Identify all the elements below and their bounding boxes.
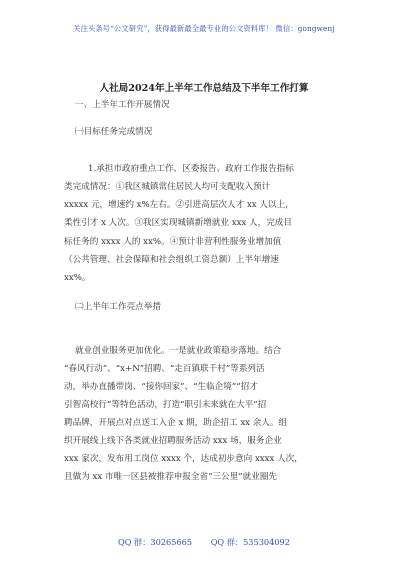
footer-qq-group-2: QQ 群：535304092 [210,537,290,547]
paragraph-line: 类完成情况：①我区城镇常住居民人均可支配收入预计 [64,182,271,192]
paragraph-line: xxxxx 元，增速约 x%左右。②引进高层次人才 xx 人以上， [64,200,294,210]
section-heading: 一、上半年工作开展情况 [75,100,170,110]
header-banner: 关注头条号“公文研究”，获得最新最全最专业的公文资料库！ 微信：gongwenj [73,24,335,33]
subsection-heading: ㈡上半年工作亮点举措 [75,302,161,312]
paragraph-line: xxx 家次，发布用工岗位 xxxx 个，达成初步意向 xxxx 人次， [64,454,303,464]
paragraph-line: 织开展线上线下各类就业招聘服务活动 xxx 场，服务企业 [64,436,282,446]
paragraph-line: 标任务的 xxxx 人的 xx%。④预计非营利性服务业增加值 [64,237,282,247]
footer [0,537,408,548]
paragraph-line: 就业创业服务更加优化。一是就业政策稳步落地。结合 [75,346,282,356]
document-title: 人社局2024年上半年工作总结及下半年工作打算 [99,83,309,94]
paragraph-line: 聘品牌，开展点对点送工入企 x 期，助企招工 xx 余人。组 [64,418,288,428]
paragraph-line: xx%。 [64,273,91,283]
paragraph-line: 柔性引才 x 人次。③我区实现城镇新增就业 xxx 人，完成目 [64,218,292,228]
paragraph-line: 且做为 xx 市唯一区县被推荐申报全省“三公里”就业圈先 [64,472,278,482]
paragraph-line: “春风行动”、“x+N”招聘、“走百镇联千村”等系列活 [64,364,265,374]
footer-qq-group-1: QQ 群：30265665 [118,537,193,547]
paragraph-line: 动，举办直播带岗、“接你回家”、“生临企境”“招才 [64,382,258,392]
paragraph-line: （公共管理、社会保障和社会组织工资总额）上半年增速 [64,255,279,265]
paragraph-line: 引智高校行”等特色活动，打造“职引未来就在大平”招 [64,400,267,410]
subsection-heading: ㈠目标任务完成情况 [75,127,153,137]
paragraph-line: 1.承担市政府重点工作、区委报告、政府工作报告指标 [88,164,294,174]
